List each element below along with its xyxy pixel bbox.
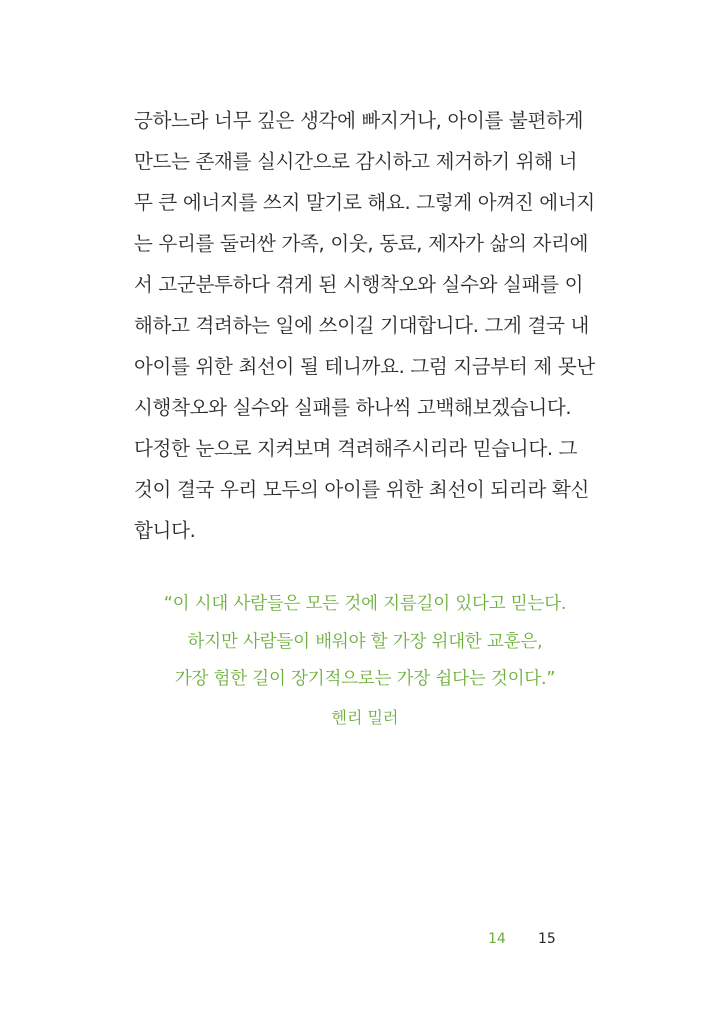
page-numbers (480, 927, 600, 951)
body-line: 아이를 위한 최선이 될 테니까요. 그럼 지금부터 제 못난 (134, 355, 595, 378)
body-line: 해하고 격려하는 일에 쓰이길 기대합니다. 그게 결국 내 (134, 314, 590, 337)
quote-line: 하지만 사람들이 배워야 할 가장 위대한 교훈은, (187, 631, 543, 652)
quote-line: “이 시대 사람들은 모든 것에 지름길이 있다고 믿는다. (163, 594, 567, 614)
body-line: 만드는 존재를 실시간으로 감시하고 제거하기 위해 너 (134, 150, 578, 173)
page-number-left: 14 (488, 931, 506, 947)
body-line: 무 큰 에너지를 쓰지 말기로 해요. 그렇게 아껴진 에너지 (134, 191, 595, 214)
body-line: 서 고군분투하다 겪게 된 시행착오와 실수와 실패를 이 (134, 273, 584, 296)
body-line: 긍하느라 너무 깊은 생각에 빠지거나, 아이를 불편하게 (134, 109, 584, 132)
body-paragraph (134, 100, 594, 551)
quote-author: 헨리 밀러 (331, 707, 399, 727)
body-line: 합니다. (134, 519, 196, 542)
body-line: 는 우리를 둘러싼 가족, 이웃, 동료, 제자가 삶의 자리에 (134, 232, 589, 255)
page-number-right: 15 (538, 931, 556, 947)
body-line: 것이 결국 우리 모두의 아이를 위한 최선이 되리라 확신 (134, 478, 590, 501)
quote-line: 가장 험한 길이 장기적으로는 가장 쉽다는 것이다.” (174, 669, 556, 689)
body-line: 다정한 눈으로 지켜보며 격려해주시리라 믿습니다. 그 (134, 437, 578, 460)
body-line: 시행착오와 실수와 실패를 하나씩 고백해보겠습니다. (134, 396, 572, 419)
epigraph-quote (100, 586, 630, 736)
